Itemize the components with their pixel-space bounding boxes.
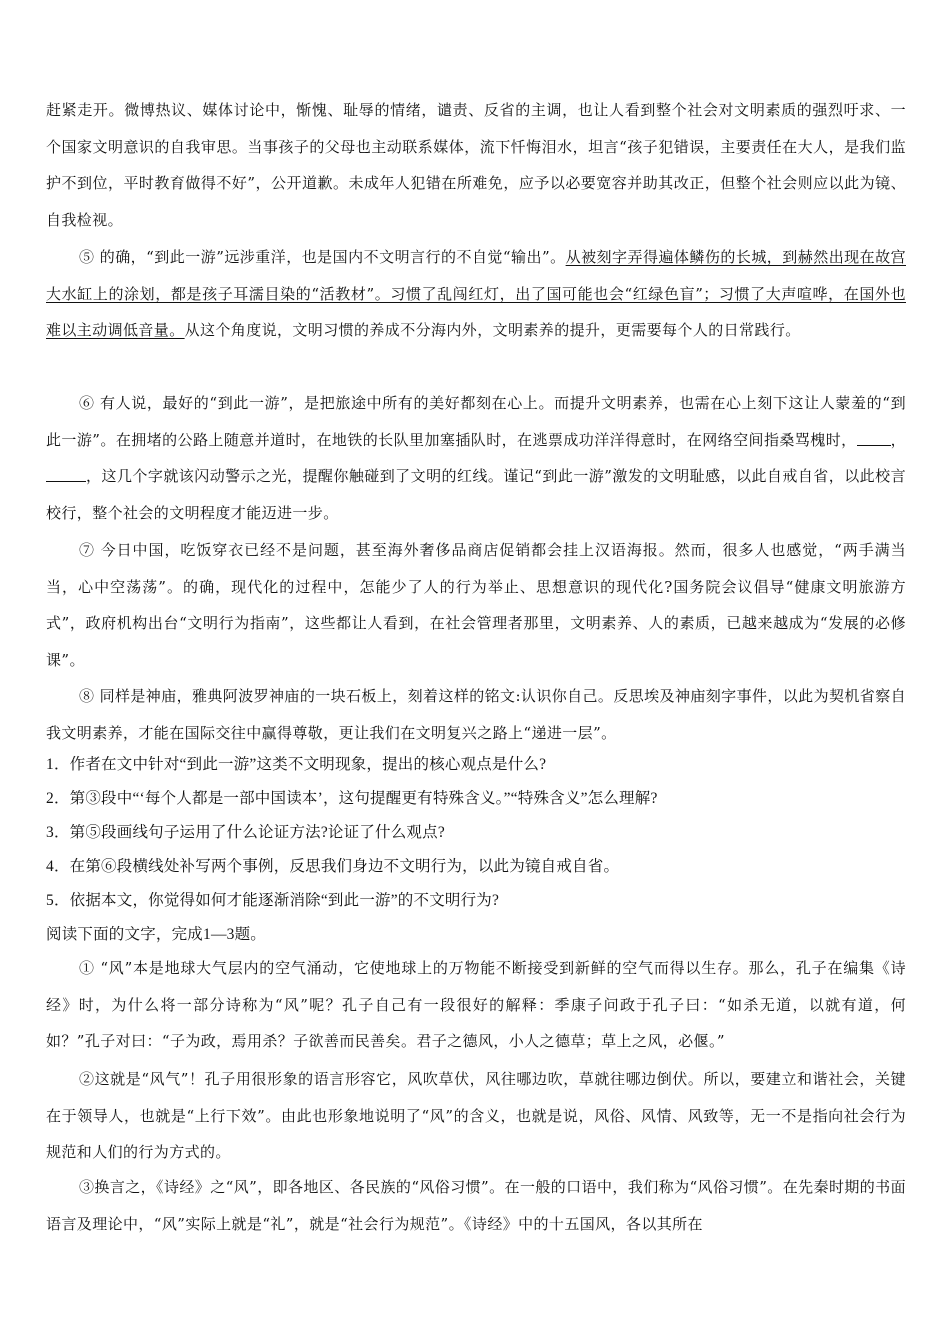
passage-paragraph-5 xyxy=(46,239,906,349)
passage2-paragraph-3: ③换言之，《诗经》之“风”，即各地区、各民族的“风俗习惯”。在一般的口语中，我们称为“风俗习惯”。在先秦时期的书面语言及理论中，“风”实际上就是“礼”，就是“社会行为规范”。《诗经》中的十五国风，各以其所在 xyxy=(46,1178,906,1233)
underlined-sentence: 从被刻字弄得遍体鳞伤的长城，到赫然出现在故宫大水缸上的涂划，都是孩子耳濡目染的“活教材”。习惯了乱闯红灯，出了国可能也会“红绿色盲”；习惯了大声喧哗，在国外也难以主动调低音量。 xyxy=(46,248,906,339)
question-4: 4．在第⑥段横线处补写两个事例，反思我们身边不文明行为，以此为镜自戒自省。 xyxy=(46,858,620,875)
passage2-paragraph-1: ① “风”本是地球大气层内的空气涌动，它使地球上的万物能不断接受到新鲜的空气而得以生存。那么，孔子在编集《诗经》时，为什么将一部分诗称为“风”呢？孔子自己有一段很好的解释：季康子问政于孔子曰：“如杀无道，以就有道，何如？”孔子对曰：“子为政，焉用杀？子欲善而民善矣。君子之德风，小人之德草；草上之风，必偃。” xyxy=(46,959,906,1050)
question-1: 1．作者在文中针对“到此一游”这类不文明现象，提出的核心观点是什么? xyxy=(46,756,547,773)
paragraph-6-part-b: ，这几个字就该闪动警示之光，提醒你触碰到了文明的红线。谨记“到此一游”激发的文明耻感，以此自戒自省，以此校言校行，整个社会的文明程度才能迈进一步。 xyxy=(46,467,906,522)
passage-paragraph-6 xyxy=(46,385,906,531)
passage-paragraph-4-continued: 赶紧走开。微博热议、媒体讨论中，惭愧、耻辱的情绪，谴责、反省的主调，也让人看到整个社会对文明素质的强烈吁求、一个国家文明意识的自我审思。当事孩子的父母也主动联系媒体，流下忏悔泪水，坦言“孩子犯错误，主要责任在大人，是我们监护不到位，平时教育做得不好”，公开道歉。未成年人犯错在所难免，应予以必要宽容并助其改正，但整个社会则应以此为镜、自我检视。 xyxy=(46,101,906,229)
fill-in-blank-2 xyxy=(46,467,86,482)
paragraph-6-part-a: ⑥ 有人说，最好的“到此一游”，是把旅途中所有的美好都刻在心上。而提升文明素养，也需在心上刻下这让人蒙羞的“到此一游”。在拥堵的公路上随意并道时，在地铁的长队里加塞插队时，在逃票成功洋洋得意时，在网络空间指桑骂槐时， xyxy=(46,394,906,449)
question-2: 2．第③段中“‘每个人都是一部中国读本’，这句提醒更有特殊含义。”“特殊含义”怎么理解? xyxy=(46,790,658,807)
passage2-paragraph-2: ②这就是“风气”！孔子用很形象的语言形容它，风吹草伏，风往哪边吹，草就往哪边倒伏。所以，要建立和谐社会，关键在于领导人，也就是“上行下效”。由此也形象地说明了“风”的含义，也就是说，风俗、风情、风致等，无一不是指向社会行为规范和人们的行为方式的。 xyxy=(46,1070,906,1161)
question-3: 3．第⑤段画线句子运用了什么论证方法?论证了什么观点? xyxy=(46,824,445,841)
paragraph-5-end: 从这个角度说，文明习惯的养成不分海内外，文明素养的提升，更需要每个人的日常践行。 xyxy=(184,321,801,339)
reading-instruction: 阅读下面的文字，完成1—3题。 xyxy=(46,926,267,943)
passage-paragraph-8: ⑧ 同样是神庙，雅典阿波罗神庙的一块石板上，刻着这样的铭文:认识你自己。反思埃及神庙刻字事件，以此为契机省察自我文明素养，才能在国际交往中赢得尊敬，更让我们在文明复兴之路上“递进一层”。 xyxy=(46,687,906,742)
blank-separator: ， xyxy=(890,430,906,449)
passage-paragraph-7: ⑦ 今日中国，吃饭穿衣已经不是问题，甚至海外奢侈品商店促销都会挂上汉语海报。然而，很多人也感觉，“两手满当当，心中空荡荡”。的确，现代化的过程中，怎能少了人的行为举止、思想意识的现代化?国务院会议倡导“健康文明旅游方式”，政府机构出台“文明行为指南”，这些都让人看到，在社会管理者那里，文明素养、人的素质，已越来越成为“发展的必修课”。 xyxy=(46,541,906,669)
question-5: 5．依据本文，你觉得如何才能逐渐消除“到此一游”的不文明行为? xyxy=(46,892,500,909)
fill-in-blank-1 xyxy=(857,431,891,446)
paragraph-5-start: ⑤ 的确，“到此一游”远涉重洋，也是国内不文明言行的不自觉“输出”。 xyxy=(79,248,566,266)
